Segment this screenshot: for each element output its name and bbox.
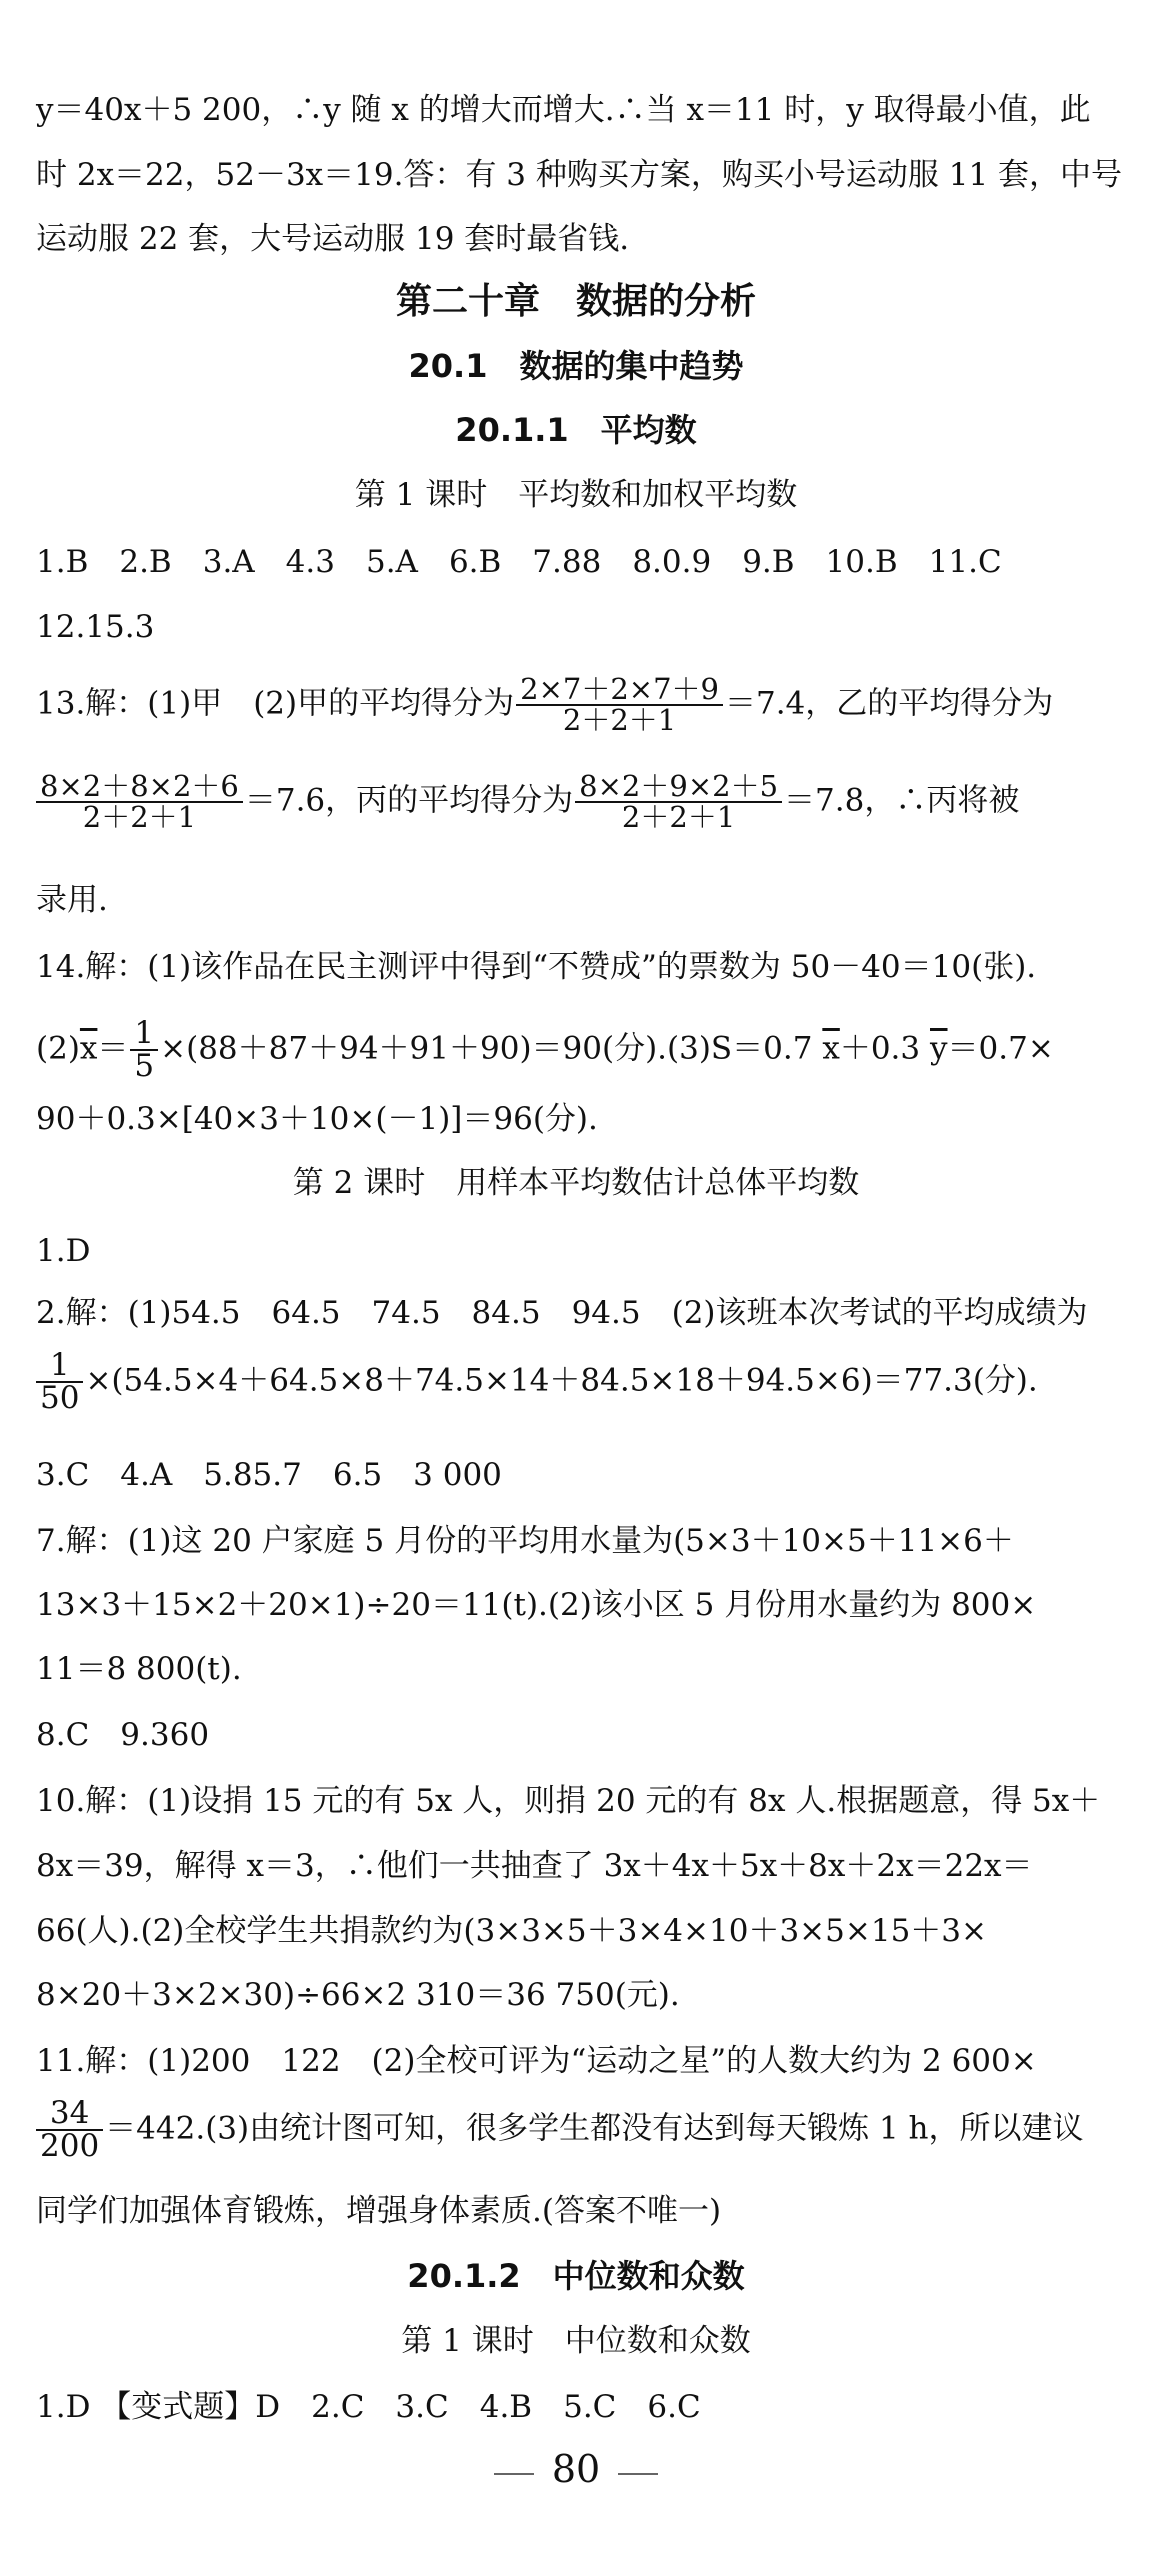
fraction: $\frac{1}{50}$ — [36, 1350, 83, 1414]
answer-line: 3.C 4.A 5.85.7 6.5 3 000 — [36, 1457, 502, 1493]
answer-line-13: 13.解：(1)甲 (2)甲的平均得分为 $\frac{2\times 7+2\times 7+9}{2+2+1}$ ＝7.4，乙的平均得分为 — [36, 672, 1054, 737]
answer-line: 1.D — [36, 1233, 91, 1269]
answer-line: 7.解：(1)这 20 户家庭 5 月份的平均用水量为(5×3＋10×5＋11×6＋ — [36, 1523, 1014, 1559]
text-line: 录用. — [36, 882, 108, 918]
fraction: $\frac{1}{5}$ — [130, 1018, 158, 1082]
answer-line: 1.D 【变式题】D 2.C 3.C 4.B 5.C 6.C — [36, 2389, 701, 2425]
fraction: $\frac{8\times 2+8\times 2+6}{2+2+1}$ — [36, 772, 243, 832]
lesson-heading: 第 1 课时 平均数和加权平均数 — [354, 477, 798, 513]
answer-line: 1.B 2.B 3.A 4.3 5.A 6.B 7.88 8.0.9 9.B 10.B 11.C — [36, 544, 1002, 580]
text-line: 11＝8 800(t). — [36, 1651, 242, 1687]
answer-line: 2.解：(1)54.5 64.5 74.5 84.5 94.5 (2)该班本次考试的平均成绩为 — [36, 1295, 1088, 1331]
subsection-heading: 20.1.1 平均数 — [455, 411, 697, 449]
text-line: y＝40x＋5 200，∴y 随 x 的增大而增大.∴当 x＝11 时，y 取得最小值，此 — [36, 92, 1091, 128]
fraction: $\frac{2\times 7+2\times 7+9}{2+2+1}$ — [516, 675, 723, 735]
lesson-heading: 第 1 课时 中位数和众数 — [401, 2323, 751, 2359]
answer-line-13b: $\frac{8\times 2+8\times 2+6}{2+2+1}$ ＝7.6，丙的平均得分为 $\frac{8\times 2+9\times 2+5}{2+2+1}$ ＝7.8，∴丙将被 — [36, 772, 1019, 832]
fraction: $\frac{8\times 2+9\times 2+5}{2+2+1}$ — [575, 772, 782, 832]
text-line: 8x＝39，解得 x＝3，∴他们一共抽查了 3x＋4x＋5x＋8x＋2x＝22x＝ — [36, 1848, 1033, 1884]
lesson-heading: 第 2 课时 用样本平均数估计总体平均数 — [292, 1165, 860, 1201]
answer-line-11b: $\frac{34}{200}$ ＝442.(3)由统计图可知，很多学生都没有达到每天锻炼 1 h，所以建议 — [36, 2098, 1084, 2162]
section-heading: 20.1 数据的集中趋势 — [408, 347, 744, 385]
fraction: $\frac{34}{200}$ — [36, 2098, 103, 2162]
answer-line-14: 14.解：(1)该作品在民主测评中得到“不赞成”的票数为 50－40＝10(张). — [36, 949, 1037, 985]
page-footer — [0, 2447, 1152, 2491]
subsection-heading: 20.1.2 中位数和众数 — [407, 2257, 745, 2295]
text-line: 13×3＋15×2＋20×1)÷20＝11(t).(2)该小区 5 月份用水量约为 800× — [36, 1587, 1037, 1623]
text-line: 90＋0.3×[40×3＋10×(－1)]＝96(分). — [36, 1101, 598, 1137]
text-line: 同学们加强体育锻炼，增强身体素质.(答案不唯一) — [36, 2193, 722, 2229]
text-line: 66(人).(2)全校学生共捐款约为(3×3×5＋3×4×10＋3×5×15＋3× — [36, 1913, 987, 1949]
answer-line: 11.解：(1)200 122 (2)全校可评为“运动之星”的人数大约为 2 600× — [36, 2043, 1037, 2079]
footer-dash-left — [494, 2473, 534, 2475]
answer-line: 8.C 9.360 — [36, 1717, 210, 1753]
answer-line-14b: $(2)\overline{x}=$ $\frac{1}{5}$ ×(88＋87＋94＋91＋90)＝90(分).(3)S＝0.7 $\overline{x}+0.3$ $\overline{y}=0.7\times$ — [36, 1015, 1054, 1084]
chapter-heading: 第二十章 数据的分析 — [395, 281, 756, 322]
page-number: 80 — [551, 2447, 601, 2491]
footer-dash-right — [618, 2473, 658, 2475]
answer-line: 10.解：(1)设捐 15 元的有 5x 人，则捐 20 元的有 8x 人.根据题意，得 5x＋ — [36, 1783, 1101, 1819]
text-line: 时 2x＝22，52－3x＝19.答：有 3 种购买方案，购买小号运动服 11 套，中号 — [36, 157, 1123, 193]
answer-line-2b: $\frac{1}{50}$ ×(54.5×4＋64.5×8＋74.5×14＋84.5×18＋94.5×6)＝77.3(分). — [36, 1350, 1038, 1414]
text-line: 运动服 22 套，大号运动服 19 套时最省钱. — [36, 221, 630, 257]
answer-line: 12.15.3 — [36, 609, 155, 645]
text-line: 8×20＋3×2×30)÷66×2 310＝36 750(元). — [36, 1977, 680, 2013]
